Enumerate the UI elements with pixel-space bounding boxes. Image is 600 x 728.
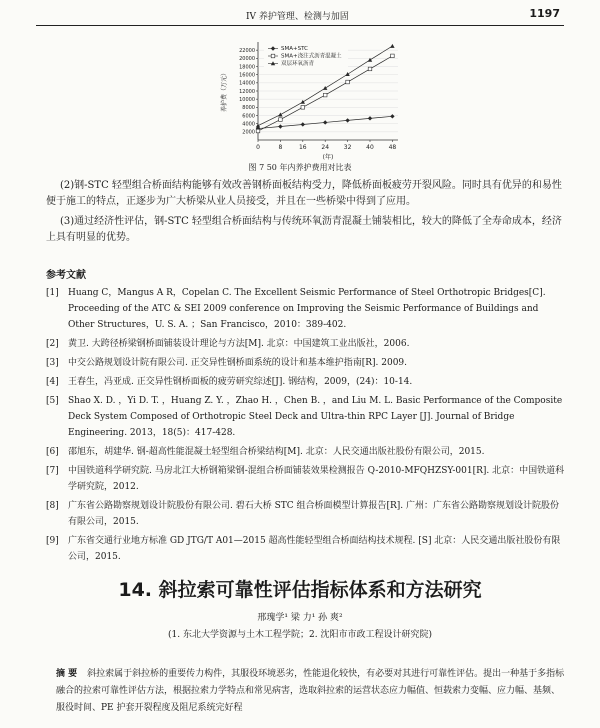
- page-number: 1197: [529, 7, 560, 20]
- reference-item: [46, 393, 566, 441]
- reference-text: 邵旭东，胡建华. 钢-超高性能混凝土轻型组合桥梁结构[M]. 北京：人民交通出版社股份有限公司，2015.: [68, 447, 485, 457]
- reference-number: [7]: [46, 466, 59, 476]
- series-point: [279, 118, 283, 122]
- series-point: [256, 129, 260, 133]
- series-point: [368, 67, 372, 71]
- page-header: [0, 0, 600, 26]
- y-tick-label: 14000: [239, 80, 255, 87]
- x-tick-label: 0: [256, 144, 260, 151]
- series-point: [301, 106, 305, 110]
- series-point: [345, 72, 349, 76]
- abstract: [56, 666, 568, 717]
- reference-number: [8]: [46, 501, 59, 511]
- series-point: [278, 124, 282, 128]
- x-axis-label: (年): [322, 154, 334, 161]
- reference-number: [6]: [46, 447, 59, 457]
- maintenance-cost-chart: [216, 36, 406, 166]
- author-list: 邢瑰学¹ 梁 力¹ 孙 爽²: [257, 613, 343, 623]
- y-tick-label: 8000: [242, 105, 255, 112]
- reference-text: 中国铁道科学研究院. 马房北江大桥钢箱梁钢-混组合桥面铺装效果检测报告 Q-2010-MFQHZSY-001[R]. 北京：中国铁道科学研究院，2012.: [68, 466, 565, 492]
- reference-text: 王春生，冯亚成. 正交异性钢桥面板的疲劳研究综述[J]. 钢结构，2009，(24)：10-14.: [68, 377, 413, 387]
- reference-item: [46, 336, 566, 352]
- series-point: [391, 54, 395, 58]
- section-title: IV 养护管理、检测与加固: [246, 12, 349, 22]
- reference-item: [46, 285, 566, 333]
- reference-number: [2]: [46, 339, 59, 349]
- y-tick-label: 4000: [242, 121, 255, 128]
- series-point: [390, 44, 394, 48]
- reference-item: [46, 463, 566, 495]
- y-tick-label: 16000: [239, 72, 255, 79]
- reference-text: 黄卫. 大跨径桥梁钢桥面铺装设计理论与方法[M]. 北京：中国建筑工业出版社，2006.: [68, 339, 410, 349]
- series-point: [323, 120, 327, 124]
- series-point: [278, 112, 282, 116]
- reference-text: 中交公路规划设计院有限公司. 正交异性钢桥面系统的设计和基本维护指南[R]. 2009.: [68, 358, 408, 368]
- abstract-text: 斜拉索属于斜拉桥的重要传力构件，其服役环境恶劣，性能退化较快，有必要对其进行可靠性评估。提出一种基于多指标融合的拉索可靠性评估方法，根据拉索力学特点和常见病害，选取斜拉索的运营状态应力幅值、恒载索力变幅、应力幅、基频、服役时间、PE 护套开裂程度及阻尼系统完好程: [56, 669, 565, 713]
- reference-number: [1]: [46, 288, 59, 298]
- series-point: [323, 93, 327, 97]
- paragraph-2: (2)钢-STC 轻型组合桥面结构能够有效改善钢桥面板结构受力，降低桥面板疲劳开裂风险。同时具有优异的和易性便于施工的特点，正逐步为广大桥梁从业人员接受，并且在一些桥梁中得到了应用。: [46, 180, 562, 207]
- series-point: [346, 80, 350, 84]
- series-point: [368, 116, 372, 120]
- y-tick-label: 12000: [239, 88, 255, 95]
- reference-text: Shao X. D. ，Yi D. T. ，Huang Z. Y. ，Zhao H. ，Chen B. ，and Liu M. L. Basic Performance of the Composite Deck System Composed of Orthotropic Steel Deck and Ultra-thin RPC Layer [J]. Journal of Bridge Engineering. 2013，18(5)：417-428.: [68, 396, 563, 438]
- header-rule: [36, 25, 564, 26]
- reference-number: [4]: [46, 377, 59, 387]
- series-point: [323, 86, 327, 90]
- article-title: 14. 斜拉索可靠性评估指标体系和方法研究: [118, 579, 482, 601]
- series-point: [301, 100, 305, 104]
- paragraph-3: (3)通过经济性评估，钢-STC 轻型组合桥面结构与传统环氧沥青混凝土铺装相比，较大的降低了全寿命成本，经济上具有明显的优势。: [46, 216, 562, 243]
- reference-item: [46, 355, 566, 371]
- reference-item: [46, 374, 566, 390]
- reference-text: Huang C，Mangus A R，Copelan C. The Excellent Seismic Performance of Steel Orthotropic Bridges[C]. Proceeding of the ATC & SEI 2009 conference on Improving the Seismic Performance of Buildings and Other Structures，U. S. A. ；San Francisco，2010：389-402.: [68, 288, 546, 330]
- series-point: [301, 122, 305, 126]
- series-point: [390, 114, 394, 118]
- x-tick-label: 16: [298, 144, 307, 151]
- reference-number: [3]: [46, 358, 59, 368]
- reference-item: [46, 498, 566, 530]
- y-axis-label: 养护费（万元）: [221, 69, 228, 113]
- author-affiliation: (1. 东北大学资源与土木工程学院；2. 沈阳市市政工程设计研究院): [168, 630, 432, 640]
- reference-number: [9]: [46, 536, 59, 546]
- x-tick-label: 8: [278, 144, 283, 151]
- figure-caption: 图 7 50 年内养护费用对比表: [248, 163, 352, 172]
- x-tick-label: 32: [343, 144, 352, 151]
- y-tick-label: 18000: [239, 64, 255, 71]
- legend-label: 双层环氧沥青: [281, 61, 315, 67]
- legend-label: SMA+浇注式沥青混凝土: [281, 53, 342, 60]
- reference-number: [5]: [46, 396, 59, 406]
- legend-label: SMA+STC: [281, 46, 308, 52]
- y-tick-label: 20000: [239, 56, 255, 63]
- reference-item: [46, 444, 566, 460]
- y-tick-label: 10000: [239, 96, 255, 103]
- references-heading: 参考文献: [46, 270, 86, 281]
- x-tick-label: 24: [321, 144, 330, 151]
- y-tick-label: 6000: [242, 113, 255, 120]
- x-tick-label: 40: [366, 144, 374, 151]
- series-point: [345, 118, 349, 122]
- reference-item: [46, 533, 566, 565]
- y-tick-label: 2000: [242, 129, 255, 136]
- reference-list: [46, 285, 566, 568]
- y-tick-label: 22000: [239, 47, 255, 54]
- abstract-label: 摘 要: [56, 669, 78, 679]
- series-point: [256, 124, 260, 128]
- x-tick-label: 48: [388, 144, 397, 151]
- series-point: [271, 54, 275, 58]
- reference-text: 广东省公路勘察规划设计院股份有限公司. 碧石大桥 STC 组合桥面模型计算报告[R]. 广州：广东省公路勘察规划设计院股份有限公司，2015.: [68, 501, 560, 527]
- reference-text: 广东省交通行业地方标准 GD JTG/T A01—2015 超高性能轻型组合桥面结构技术规程. [S] 北京：人民交通出版社股份有限公司，2015.: [68, 536, 561, 562]
